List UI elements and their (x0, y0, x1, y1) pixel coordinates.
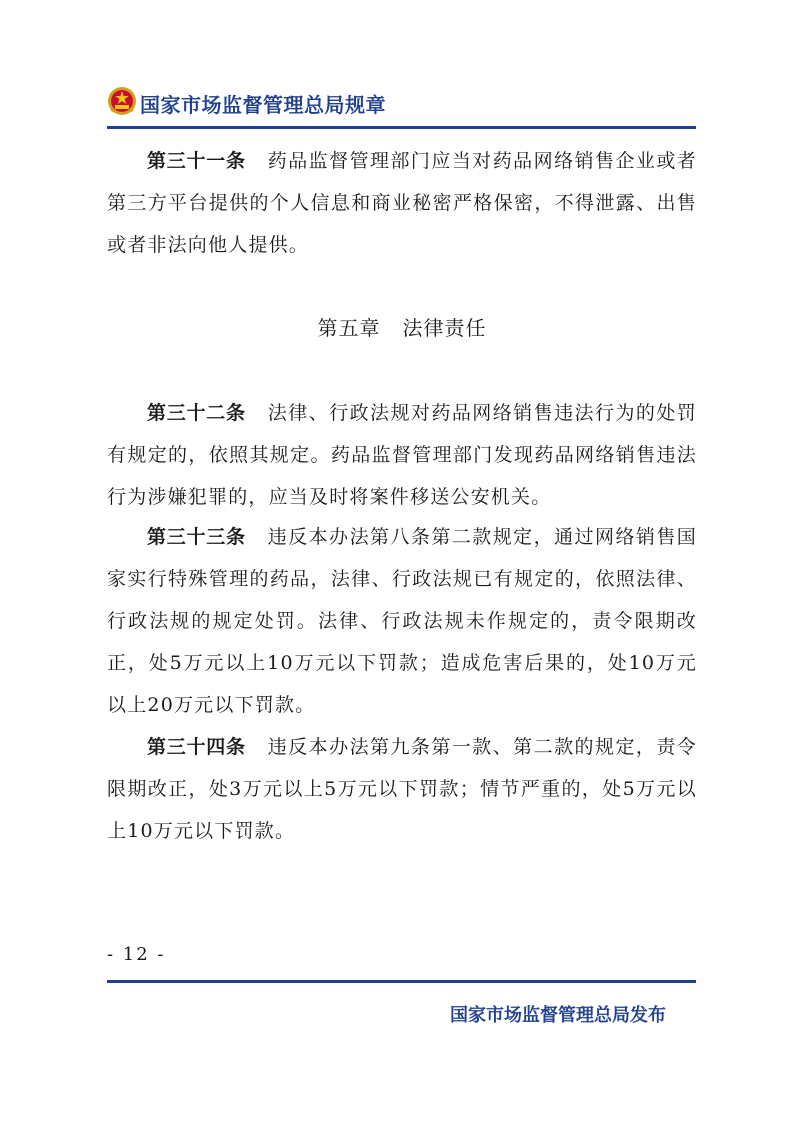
article-33 (107, 516, 697, 726)
article-label: 第三十一条 (147, 150, 246, 172)
article-label: 第三十二条 (147, 402, 246, 424)
article-label: 第三十四条 (147, 736, 246, 758)
header-divider (107, 126, 696, 129)
chapter-heading (107, 312, 697, 341)
page-number: - 12 - (107, 944, 166, 965)
header-title: 国家市场监督管理总局规章 (140, 93, 386, 117)
chapter-title: 法律责任 (402, 316, 487, 340)
article-label: 第三十三条 (147, 526, 246, 548)
footer-publisher: 国家市场监督管理总局发布 (450, 1005, 666, 1026)
page-header (107, 84, 697, 124)
article-text: 法律、行政法规对药品网络销售违法行为的处罚有规定的，依照其规定。药品监督管理部门发现药品网络销售违法行为涉嫌犯罪的，应当及时将案件移送公安机关。 (107, 402, 697, 508)
article-text: 药品监督管理部门应当对药品网络销售企业或者第三方平台提供的个人信息和商业秘密严格保密，不得泄露、出售或者非法向他人提供。 (107, 150, 697, 256)
article-32 (107, 392, 697, 518)
article-31 (107, 140, 697, 266)
article-text: 违反本办法第八条第二款规定，通过网络销售国家实行特殊管理的药品，法律、行政法规已有规定的，依照法律、行政法规的规定处罚。法律、行政法规未作规定的，责令限期改正，处5万元以上10万元以下罚款；造成危害后果的，处10万元以上20万元以下罚款。 (107, 526, 697, 716)
footer-divider (107, 980, 696, 983)
national-emblem-icon (107, 86, 137, 116)
article-34 (107, 726, 697, 852)
article-text: 违反本办法第九条第一款、第二款的规定，责令限期改正，处3万元以上5万元以下罚款；情节严重的，处5万元以上10万元以下罚款。 (107, 736, 697, 842)
chapter-number: 第五章 (317, 316, 381, 340)
